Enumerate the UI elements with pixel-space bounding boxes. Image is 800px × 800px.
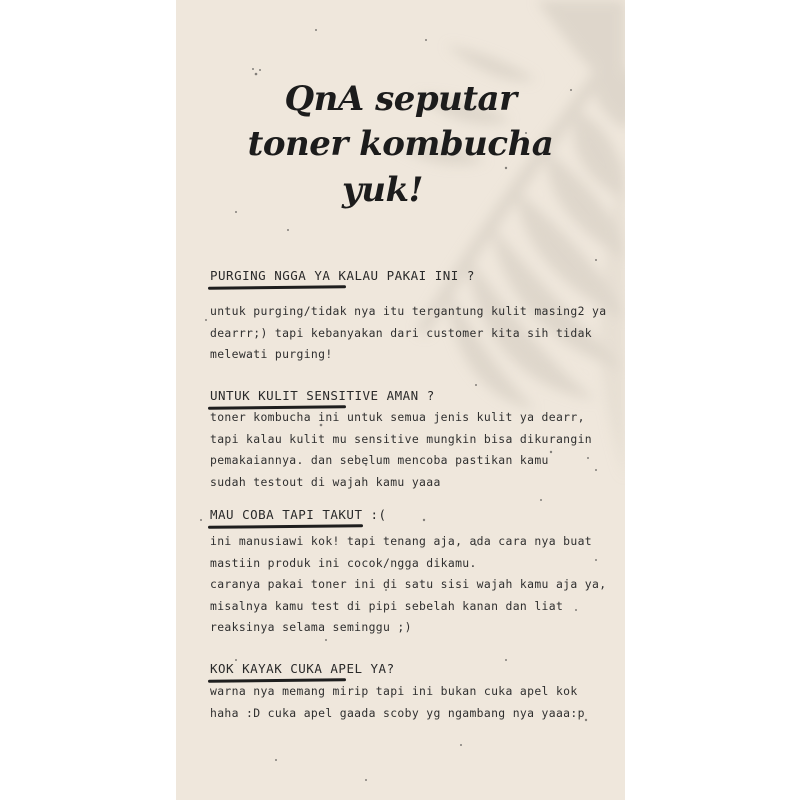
answer-line: caranya pakai toner ini di satu sisi wajah kamu aja ya, (210, 577, 607, 591)
answer-line: untuk purging/tidak nya itu tergantung kulit masing2 ya (210, 304, 607, 318)
answer-sensitive (210, 407, 625, 493)
story-card (176, 0, 625, 800)
question-mau-coba (210, 507, 387, 522)
question-underlined-part: PURGING NGGA YA K (210, 268, 347, 283)
answer-line: pemakaiannya. dan sebelum mencoba pastikan kamu (210, 453, 549, 467)
answer-purging (210, 301, 625, 366)
answer-line: melewati purging! (210, 347, 333, 361)
question-underlined-part: UNTUK KULIT SENSI (210, 388, 347, 403)
question-rest-part: EL YA? (346, 661, 395, 676)
question-rest-part: :( (362, 507, 387, 522)
question-rest-part: TIVE AMAN ? (346, 388, 435, 403)
answer-line: warna nya memang mirip tapi ini bukan cuka apel kok (210, 684, 578, 698)
answer-line: reaksinya selama seminggu ;) (210, 620, 412, 634)
answer-cuka-apel (210, 681, 625, 724)
question-rest-part: ALAU PAKAI INI ? (346, 268, 475, 283)
title-line-3: yuk! (342, 170, 423, 210)
title-line-2: toner kombucha (247, 124, 554, 164)
answer-line: tapi kalau kulit mu sensitive mungkin bisa dikurangin (210, 431, 593, 446)
answer-line: sudah testout di wajah kamu yaaa (210, 474, 441, 489)
answer-line: mastiin produk ini cocok/ngga dikamu. (210, 555, 477, 570)
answer-line: dearrr;) tapi kebanyakan dari customer kita sih tidak (210, 325, 593, 340)
question-sensitive (210, 388, 435, 403)
question-purging (210, 268, 475, 283)
answer-line: ini manusiawi kok! tapi tenang aja, ada cara nya buat (210, 534, 593, 548)
answer-line: haha :D cuka apel gaada scoby yg ngambang nya yaaa:p (210, 705, 585, 720)
answer-line: toner kombucha ini untuk semua jenis kulit ya dearr, (210, 410, 585, 424)
answer-line: misalnya kamu test di pipi sebelah kanan dan liat (210, 598, 564, 613)
question-underlined-part: KOK KAYAK CUKA AP (210, 661, 347, 676)
question-cuka-apel (210, 661, 395, 676)
answer-mau-coba (210, 531, 625, 639)
question-underlined-part: MAU COBA TAPI TAKUT (210, 507, 363, 522)
title-line-1: QnA seputar (284, 79, 517, 119)
